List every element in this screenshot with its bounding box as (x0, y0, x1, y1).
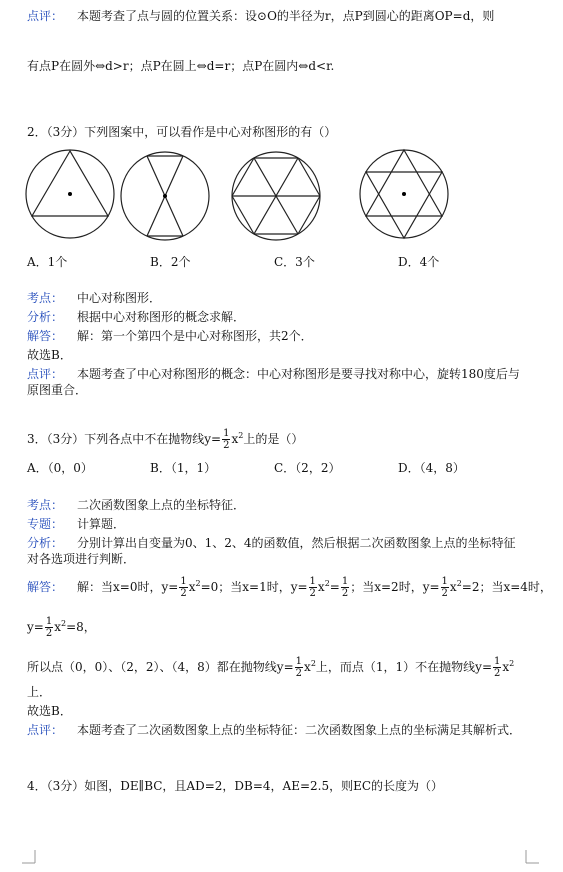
q2-jieda-text: 解：第一个第四个是中心对称图形，共2个． (77, 329, 313, 343)
q1-continuation: 有点P在圆外⇔d>r；点P在圆上⇔d=r；点P在圆内⇔d<r. (27, 59, 335, 73)
q2-jieda (27, 328, 313, 344)
q2-kaodian-text: 中心对称图形． (77, 291, 162, 305)
q3-suoyi-end: 上． (27, 685, 52, 699)
q3-option-b: B．（1，1） (150, 461, 217, 475)
q3-stem: 3．（3分）下列各点中不在抛物线y= $\frac{1}{2}$ $x^2$上的是（） (27, 428, 304, 451)
q2-stem: 2．（3分）下列图案中，可以看作是中心对称图形的有（） (27, 125, 337, 139)
q3-jieda-line2: y= $\frac{1}{2}$ $x^2=8$， (27, 616, 96, 639)
kaodian-tag: 考点： (27, 498, 64, 512)
q3-zhuanti-text: 计算题． (77, 517, 126, 531)
figure-4 (356, 146, 456, 242)
kaodian-tag: 考点： (27, 291, 64, 305)
q3-kaodian-text: 二次函数图象上点的坐标特征． (77, 498, 246, 512)
dianping-tag: 点评： (27, 9, 64, 23)
fenxi-tag: 分析： (27, 310, 64, 324)
q2-option-b: B．2个 (150, 255, 191, 269)
q3-fenxi-text: 分别计算出自变量为0、1、2、4的函数值，然后根据二次函数图象上点的坐标特征对各选项进行判断． (27, 536, 516, 566)
q2-dianping-text: 本题考查了中心对称图形的概念：中心对称图形是要寻找对称中心，旋转180度后与原图重合． (27, 367, 520, 397)
fenxi-tag: 分析： (27, 536, 64, 550)
fraction: $\frac{1}{2}$ (223, 428, 230, 451)
q3-suoyi: 所以点（0，0）、（2，2）、（4，8）都在抛物线y= $\frac{1}{2}$ $x^2$上，而点（1，1）不在抛物线y= $\frac{1}{2}$ $x^2$ (27, 656, 515, 679)
q3-kaodian (27, 497, 245, 513)
q1-dianping-text: 本题考查了点与圆的位置关系：设⊙O的半径为r，点P到圆心的距离OP=d，则 (77, 9, 495, 23)
q2-fenxi-text: 根据中心对称图形的概念求解． (77, 310, 246, 324)
q3-option-c: C．（2，2） (274, 461, 341, 475)
q3-stem-pre: 3．（3分）下列各点中不在抛物线y= (27, 432, 222, 446)
q1-dianping-line (27, 8, 494, 24)
q2-dianping (27, 366, 527, 398)
q3-stem-post: 上的是（） (243, 432, 304, 446)
q3-jieda: 解答： 解：当x=0时，y= $\frac{1}{2}$ $x^2=0$；当x=1时，y= $\frac{1}{2}$ $x^2=$ $\frac{1}{2}$ ；当x=2时，y= $\frac{1}{2}$ $x^2=2$；当x=4时， (27, 576, 552, 599)
q3-option-d: D．（4，8） (398, 461, 465, 475)
q2-guxuan: 故选B． (27, 348, 72, 362)
q2-option-a: A．1个 (27, 255, 68, 269)
q3-zhuanti (27, 516, 125, 532)
q4-stem: 4．（3分）如图，DE∥BC，且AD=2，DB=4，AE=2.5，则EC的长度为（） (27, 779, 444, 793)
q3-dianping (27, 722, 527, 738)
q2-kaodian (27, 290, 161, 306)
page-corner-mark-right (525, 850, 539, 864)
zhuanti-tag: 专题： (27, 517, 64, 531)
q3-option-a: A．（0，0） (27, 461, 93, 475)
q2-option-c: C．3个 (274, 255, 315, 269)
q3-fenxi (27, 535, 527, 567)
figure-1 (22, 146, 122, 242)
q3-dianping-text: 本题考查了二次函数图象上点的坐标特征：二次函数图象上点的坐标满足其解析式． (77, 723, 522, 737)
dianping-tag: 点评： (27, 367, 64, 381)
q2-option-d: D．4个 (398, 255, 440, 269)
jieda-tag: 解答： (27, 329, 64, 343)
figure-3 (230, 146, 330, 242)
jieda-tag: 解答： (27, 580, 64, 594)
q3-guxuan: 故选B． (27, 704, 72, 718)
figure-2 (117, 146, 217, 242)
dianping-tag: 点评： (27, 723, 64, 737)
page-corner-mark-left (22, 850, 36, 864)
q2-fenxi (27, 309, 245, 325)
